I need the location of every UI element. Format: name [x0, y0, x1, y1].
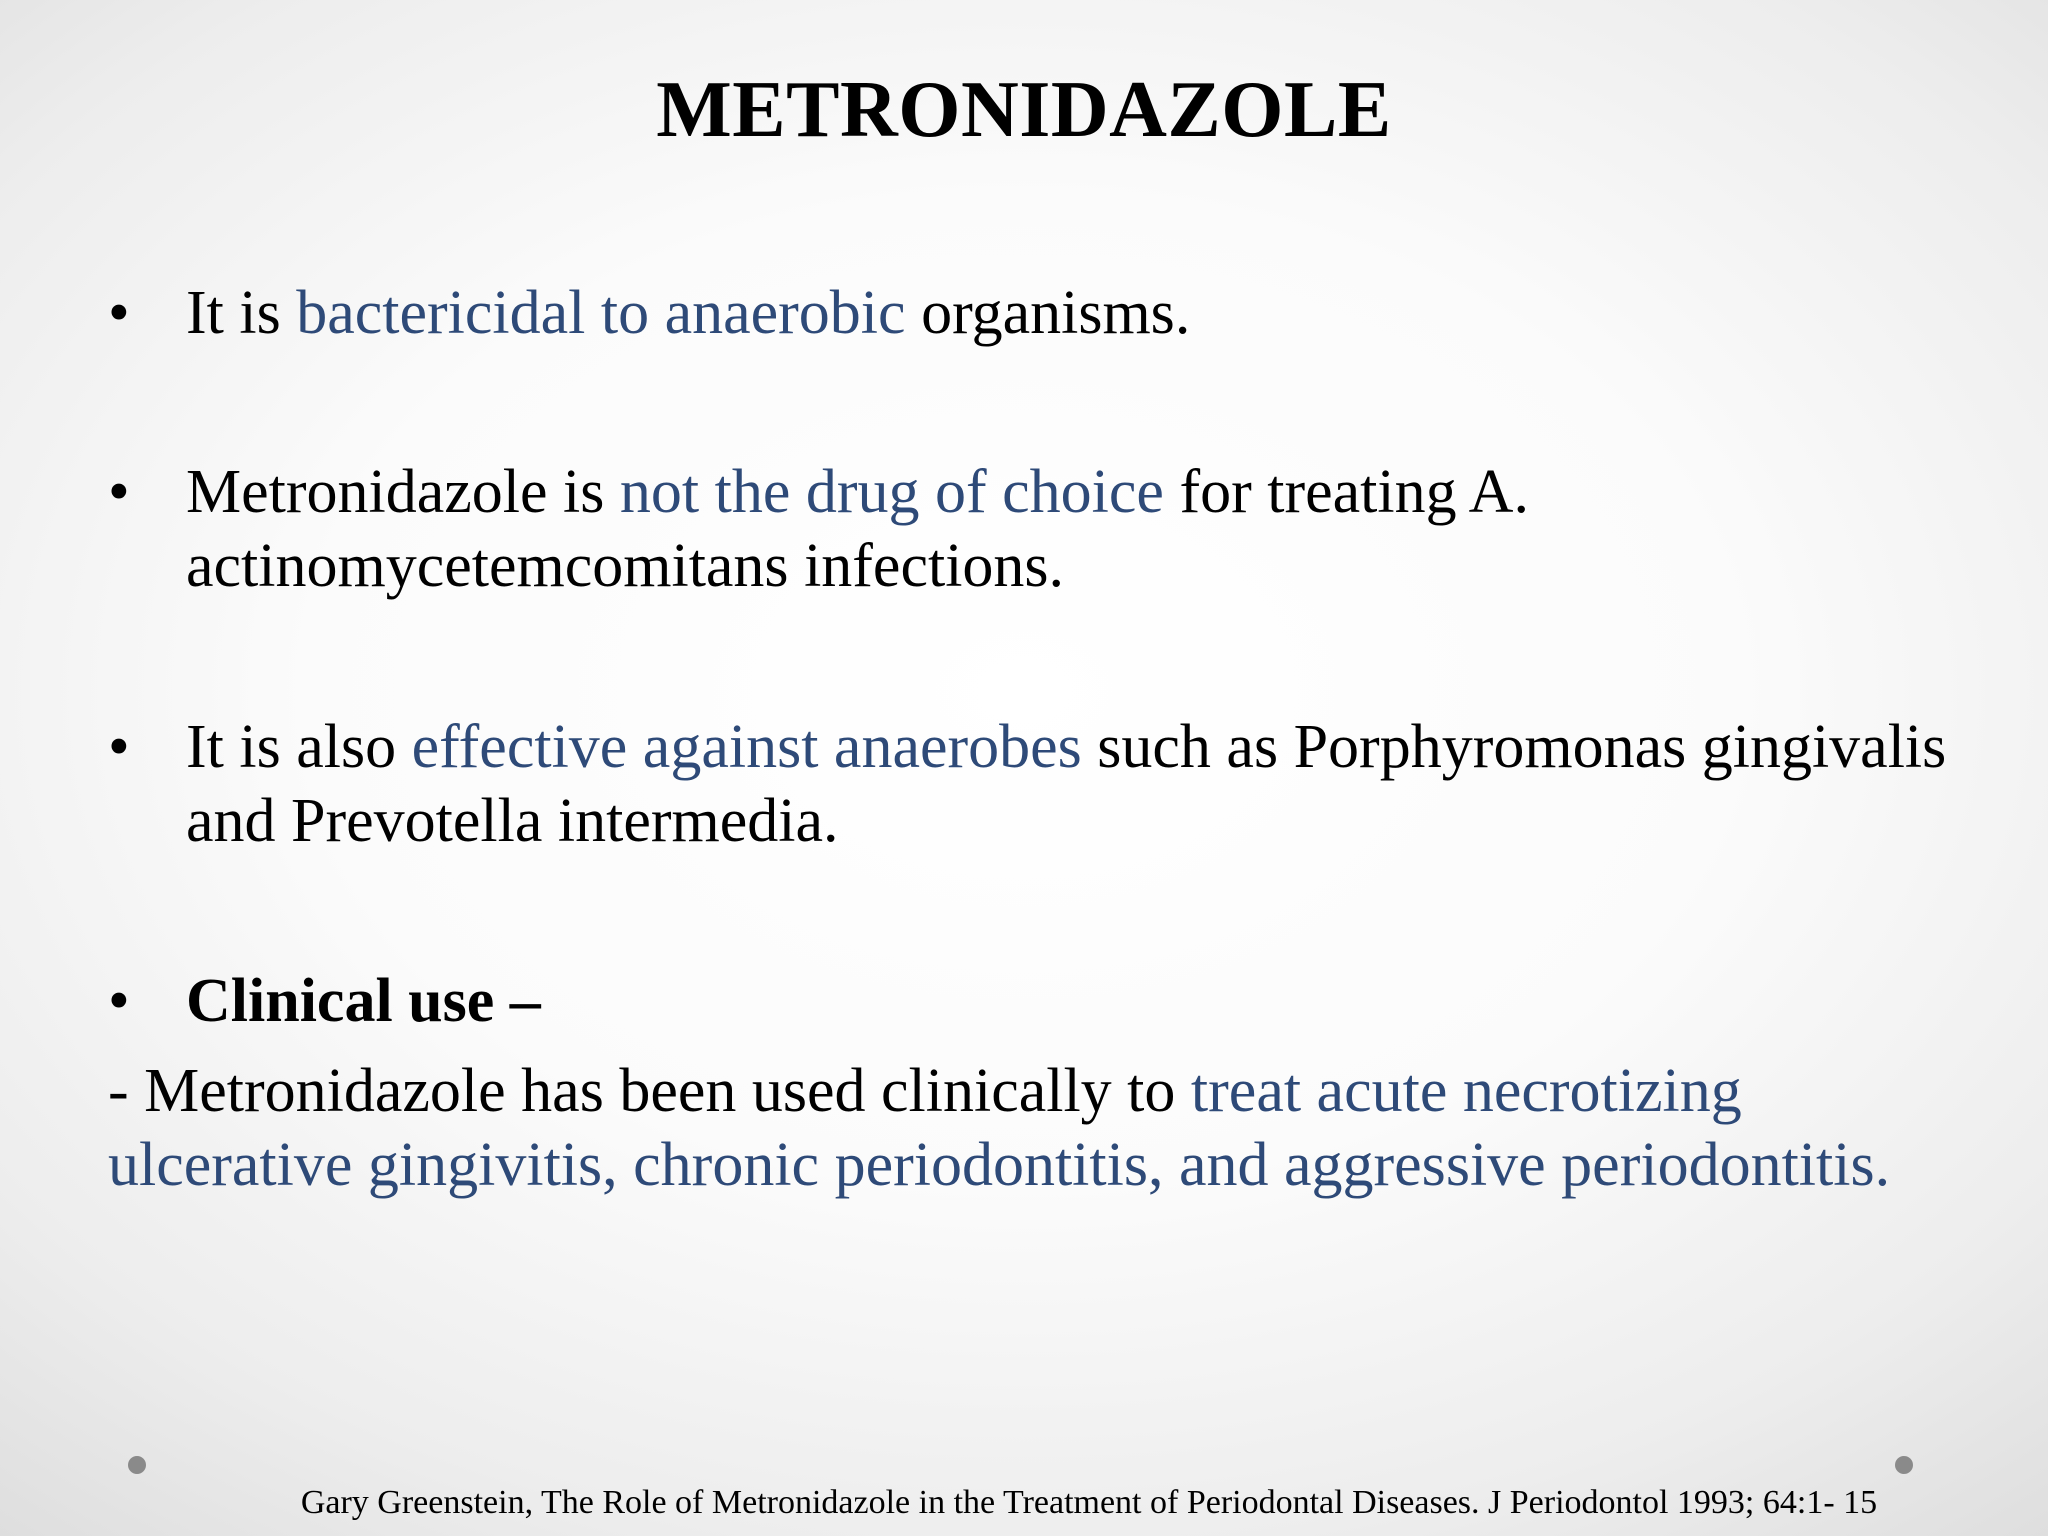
bullet-marker: •: [108, 279, 130, 347]
slide-title: METRONIDAZOLE: [656, 66, 1392, 154]
bullet-text-plain: organisms.: [905, 279, 1191, 347]
bullet-text-highlight: bactericidal to anaerobic: [296, 279, 906, 347]
decor-dot-right: [1895, 1456, 1913, 1474]
bullet-text-highlight: not the drug of choice: [619, 458, 1164, 526]
clinical-use-highlight: treat acute necrotizing ulcerative gingivitis, chronic periodontitis, and aggressive periodontitis.: [108, 1057, 1891, 1199]
bullet-text-plain: such as Porphyromonas gingivalis and Prevotella intermedia.: [186, 713, 1947, 855]
clinical-use-heading: Clinical use –: [186, 967, 541, 1035]
bullet-text-plain: Metronidazole is: [186, 458, 620, 526]
bullet-text-plain: It is also: [186, 713, 412, 781]
bullet-marker: •: [108, 713, 130, 781]
clinical-use-text: [108, 1054, 1988, 1202]
decor-dot-left: [128, 1456, 146, 1474]
bullet-text-plain: for treating A. actinomycetemcomitans infections.: [186, 458, 1529, 600]
bullet-marker: •: [108, 458, 130, 526]
bullet-text-2: [186, 455, 1986, 603]
citation: Gary Greenstein, The Role of Metronidazole in the Treatment of Periodontal Diseases. J Periodontol 1993; 64:1- 15: [300, 1484, 1878, 1521]
clinical-use-plain: - Metronidazole has been used clinically to: [108, 1057, 1191, 1125]
bullet-text-highlight: effective against anaerobes: [411, 713, 1082, 781]
bullet-marker: •: [108, 967, 130, 1035]
bullet-text-plain: It is: [186, 279, 297, 347]
bullet-text-3: [186, 710, 1986, 858]
bullet-text-1: [186, 276, 1986, 350]
